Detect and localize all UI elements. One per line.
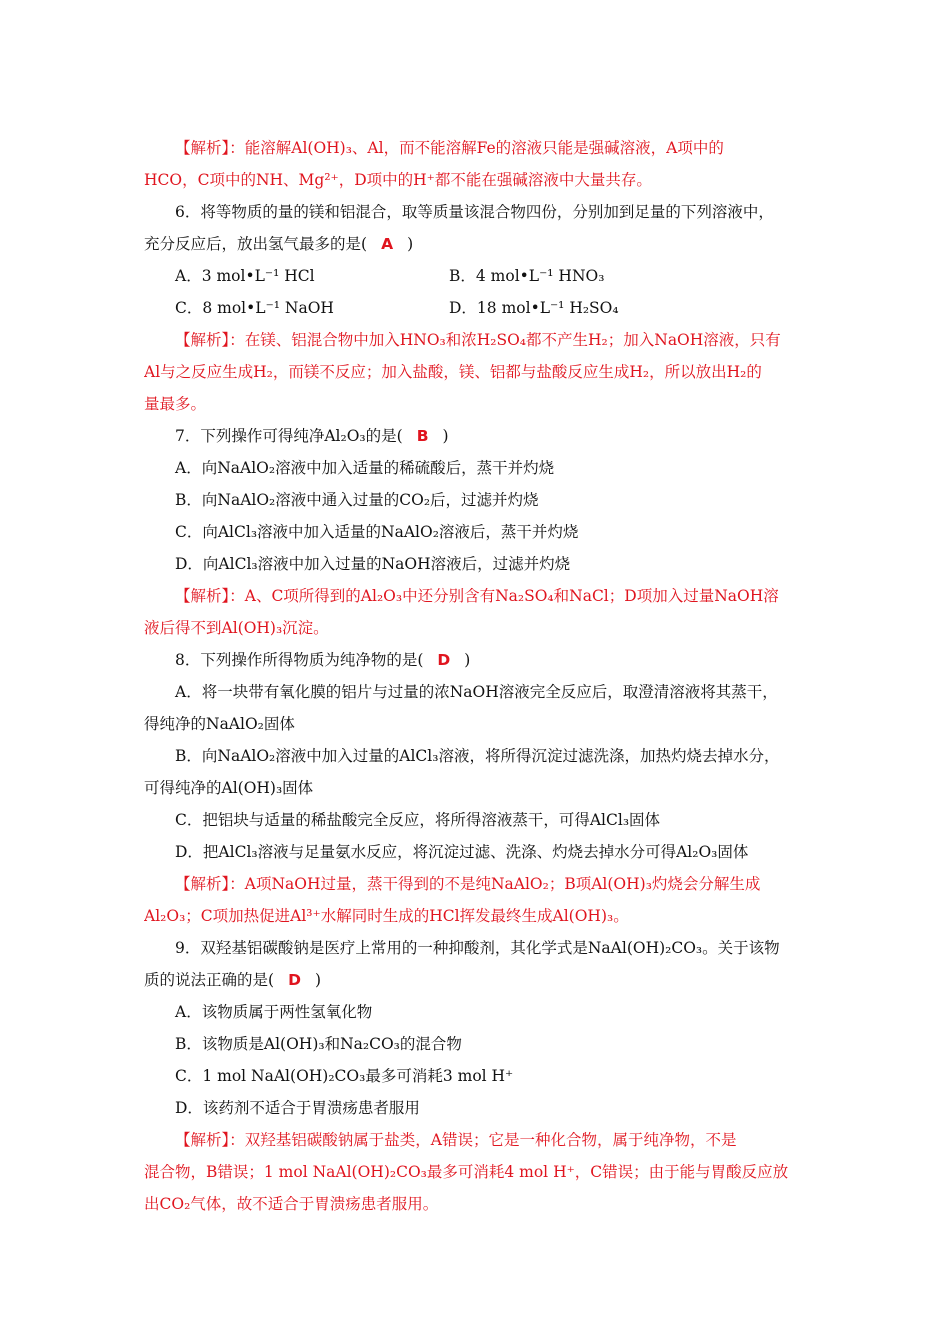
- q9-analysis-line-3: 出CO₂气体，故不适合于胃溃疡患者服用。: [144, 1195, 439, 1213]
- q9-option-d: D．该药剂不适合于胃溃疡患者服用: [175, 1099, 420, 1117]
- document-content: [144, 132, 812, 1220]
- q6-analysis-line-2: Al与之反应生成H₂，而镁不反应；加入盐酸，镁、铝都与盐酸反应生成H₂，所以放出H₂的: [144, 363, 762, 381]
- q9-stem-line-1: 9．双羟基铝碳酸钠是医疗上常用的一种抑酸剂，其化学式是NaAl(OH)₂CO₃。关于该物: [175, 939, 780, 957]
- q7-option-b: B．向NaAlO₂溶液中通入过量的CO₂后，过滤并灼烧: [175, 491, 539, 509]
- q9-analysis-line-2: 混合物，B错误；1 mol NaAl(OH)₂CO₃最多可消耗4 mol H⁺，C错误；由于能与胃酸反应放: [144, 1163, 789, 1181]
- q9-stem-close: ): [314, 971, 321, 989]
- q6-options-row-2: [144, 292, 812, 324]
- q9-stem-text: 质的说法正确的是(: [144, 971, 275, 989]
- q9-option-a: A．该物质属于两性氢氧化物: [175, 1003, 373, 1021]
- q6-analysis-line-3: 量最多。: [144, 395, 207, 413]
- q7-analysis-line-1: 【解析】：A、C项所得到的Al₂O₃中还分别含有Na₂SO₄和NaCl；D项加入过量NaOH溶: [175, 587, 779, 605]
- q8-answer: D: [437, 651, 451, 669]
- q6-option-d: D．18 mol•L⁻¹ H₂SO₄: [449, 299, 619, 317]
- q5-analysis-line-1: 【解析】：能溶解Al(OH)₃、Al，而不能溶解Fe的溶液只能是强碱溶液，A项中的: [175, 139, 724, 157]
- q7-answer: B: [416, 427, 429, 445]
- q8-option-d: D．把AlCl₃溶液与足量氨水反应，将沉淀过滤、洗涤、灼烧去掉水分可得Al₂O₃固体: [175, 843, 749, 861]
- q6-option-b: B．4 mol•L⁻¹ HNO₃: [449, 267, 605, 285]
- q8-option-b-line-1: B．向NaAlO₂溶液中加入过量的AlCl₃溶液，将所得沉淀过滤洗涤，加热灼烧去掉水分，: [175, 747, 780, 765]
- q7-stem-close: ): [442, 427, 449, 445]
- q7-option-a: A．向NaAlO₂溶液中加入适量的稀硫酸后，蒸干并灼烧: [175, 459, 555, 477]
- q9-option-b: B．该物质是Al(OH)₃和Na₂CO₃的混合物: [175, 1035, 462, 1053]
- q6-stem-line-2: [144, 228, 812, 260]
- q8-stem-close: ): [464, 651, 471, 669]
- q8-option-b-line-2: 可得纯净的Al(OH)₃固体: [144, 779, 314, 797]
- q8-stem-text: 8．下列操作所得物质为纯净物的是(: [175, 651, 424, 669]
- q8-analysis-line-2: Al₂O₃；C项加热促进Al³⁺水解同时生成的HCl挥发最终生成Al(OH)₃。: [144, 907, 629, 925]
- q6-answer: A: [381, 235, 394, 253]
- q9-answer: D: [288, 971, 301, 989]
- q7-option-d: D．向AlCl₃溶液中加入过量的NaOH溶液后，过滤并灼烧: [175, 555, 571, 573]
- q7-stem: [144, 420, 812, 452]
- q5-analysis-line-2: HCO，C项中的NH、Mg²⁺，D项中的H⁺都不能在强碱溶液中大量共存。: [144, 171, 652, 189]
- q9-option-c: C．1 mol NaAl(OH)₂CO₃最多可消耗3 mol H⁺: [175, 1067, 514, 1085]
- q6-stem-close: ): [407, 235, 414, 253]
- q9-analysis-line-1: 【解析】：双羟基铝碳酸钠属于盐类，A错误；它是一种化合物，属于纯净物，不是: [175, 1131, 737, 1149]
- q6-analysis-line-1: 【解析】：在镁、铝混合物中加入HNO₃和浓H₂SO₄都不产生H₂；加入NaOH溶液，只有: [175, 331, 781, 349]
- q6-stem-text: 充分反应后，放出氢气最多的是(: [144, 235, 368, 253]
- q8-stem: [144, 644, 812, 676]
- q8-analysis-line-1: 【解析】：A项NaOH过量，蒸干得到的不是纯NaAlO₂；B项Al(OH)₃灼烧会分解生成: [175, 875, 761, 893]
- q7-analysis-line-2: 液后得不到Al(OH)₃沉淀。: [144, 619, 329, 637]
- q6-options-row-1: [144, 260, 812, 292]
- q7-stem-text: 7．下列操作可得纯净Al₂O₃的是(: [175, 427, 403, 445]
- q8-option-a-line-2: 得纯净的NaAlO₂固体: [144, 715, 295, 733]
- q6-option-c: C．8 mol•L⁻¹ NaOH: [175, 299, 334, 317]
- q9-stem-line-2: [144, 964, 812, 996]
- q7-option-c: C．向AlCl₃溶液中加入适量的NaAlO₂溶液后，蒸干并灼烧: [175, 523, 579, 541]
- q8-option-c: C．把铝块与适量的稀盐酸完全反应，将所得溶液蒸干，可得AlCl₃固体: [175, 811, 661, 829]
- q6-stem-line-1: 6．将等物质的量的镁和铝混合，取等质量该混合物四份，分别加到足量的下列溶液中，: [175, 203, 774, 221]
- q6-option-a: A．3 mol•L⁻¹ HCl: [175, 267, 315, 285]
- q8-option-a-line-1: A．将一块带有氧化膜的铝片与过量的浓NaOH溶液完全反应后，取澄清溶液将其蒸干，: [175, 683, 778, 701]
